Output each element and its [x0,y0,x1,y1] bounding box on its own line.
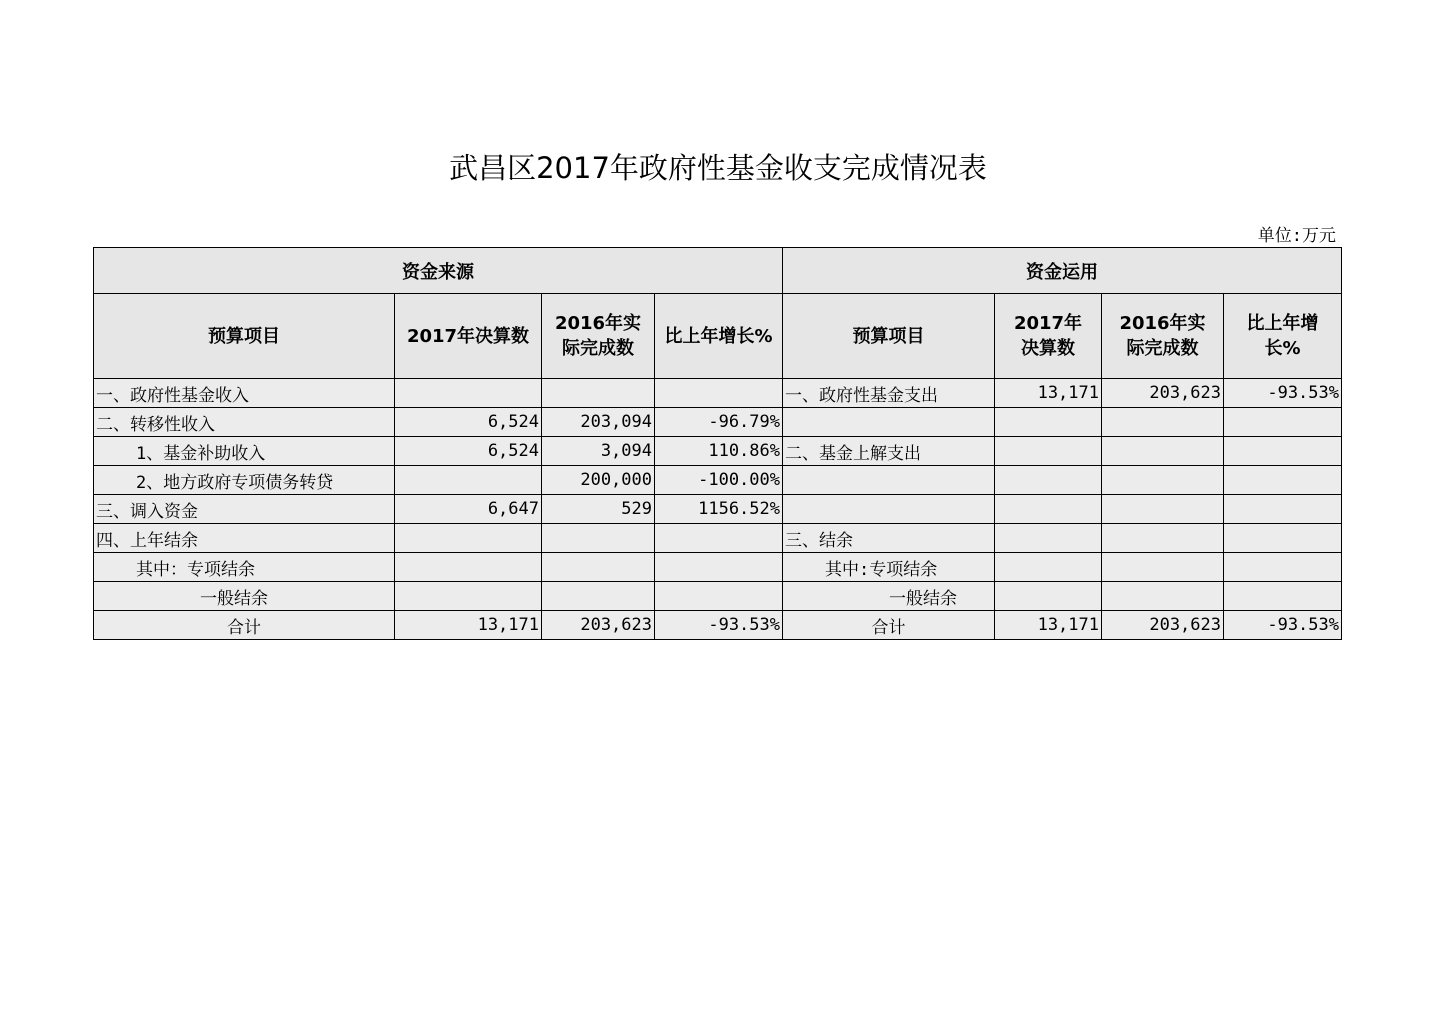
right-growth [1224,582,1342,611]
right-item [783,408,995,437]
left-growth: 1156.52% [655,495,783,524]
left-final-2017 [395,466,542,495]
right-final-2017 [995,495,1102,524]
right-actual-2016: 203,623 [1102,611,1224,640]
header-right-actual-2016: 2016年实际完成数 [1102,294,1224,379]
header-left-growth: 比上年增长% [655,294,783,379]
section-header-row [94,248,1342,294]
table-row [94,524,1342,553]
left-item: 一般结余 [94,582,395,611]
left-actual-2016: 200,000 [542,466,655,495]
right-growth: -93.53% [1224,611,1342,640]
right-item: 一、政府性基金支出 [783,379,995,408]
left-item: 二、转移性收入 [94,408,395,437]
right-item: 三、结余 [783,524,995,553]
left-growth [655,524,783,553]
right-actual-2016 [1102,553,1224,582]
left-actual-2016 [542,582,655,611]
left-final-2017 [395,379,542,408]
right-item [783,495,995,524]
fund-table [93,247,1342,640]
table-row [94,553,1342,582]
right-actual-2016 [1102,524,1224,553]
right-actual-2016: 203,623 [1102,379,1224,408]
total-row [94,611,1342,640]
left-growth [655,379,783,408]
right-item: 其中:专项结余 [783,553,995,582]
table-row [94,379,1342,408]
right-growth: -93.53% [1224,379,1342,408]
header-left-final-2017: 2017年决算数 [395,294,542,379]
table-row [94,437,1342,466]
right-final-2017: 13,171 [995,611,1102,640]
table-row [94,408,1342,437]
header-right-final-2017: 2017年决算数 [995,294,1102,379]
header-right-item: 预算项目 [783,294,995,379]
left-item: 合计 [94,611,395,640]
right-growth [1224,553,1342,582]
left-actual-2016: 203,623 [542,611,655,640]
right-growth [1224,466,1342,495]
right-item: 合计 [783,611,995,640]
header-right-growth: 比上年增长% [1224,294,1342,379]
left-actual-2016 [542,379,655,408]
left-final-2017 [395,524,542,553]
right-item [783,466,995,495]
left-actual-2016 [542,524,655,553]
right-growth [1224,408,1342,437]
left-growth [655,553,783,582]
right-final-2017 [995,553,1102,582]
table-row [94,466,1342,495]
left-actual-2016: 529 [542,495,655,524]
unit-label: 单位:万元 [1257,226,1336,246]
left-growth: -93.53% [655,611,783,640]
right-item: 二、基金上解支出 [783,437,995,466]
left-item: 三、调入资金 [94,495,395,524]
left-growth: -100.00% [655,466,783,495]
right-final-2017: 13,171 [995,379,1102,408]
right-actual-2016 [1102,466,1224,495]
right-actual-2016 [1102,437,1224,466]
left-actual-2016: 3,094 [542,437,655,466]
left-actual-2016: 203,094 [542,408,655,437]
left-item: 四、上年结余 [94,524,395,553]
right-item: 一般结余 [783,582,995,611]
section-source: 资金来源 [94,248,783,294]
section-usage: 资金运用 [783,248,1342,294]
left-final-2017: 6,647 [395,495,542,524]
left-growth: -96.79% [655,408,783,437]
left-final-2017: 6,524 [395,437,542,466]
left-final-2017: 6,524 [395,408,542,437]
header-left-actual-2016: 2016年实际完成数 [542,294,655,379]
left-growth [655,582,783,611]
table-row [94,495,1342,524]
right-final-2017 [995,582,1102,611]
header-left-item: 预算项目 [94,294,395,379]
right-final-2017 [995,524,1102,553]
column-header-row [94,294,1342,379]
table-row [94,582,1342,611]
left-growth: 110.86% [655,437,783,466]
right-growth [1224,495,1342,524]
left-item: 2、地方政府专项债务转贷 [94,466,395,495]
left-item: 其中：专项结余 [94,553,395,582]
left-item: 1、基金补助收入 [94,437,395,466]
right-actual-2016 [1102,582,1224,611]
right-final-2017 [995,408,1102,437]
right-actual-2016 [1102,408,1224,437]
left-actual-2016 [542,553,655,582]
left-final-2017 [395,553,542,582]
right-growth [1224,524,1342,553]
page-title: 武昌区2017年政府性基金收支完成情况表 [449,151,987,185]
left-final-2017: 13,171 [395,611,542,640]
right-actual-2016 [1102,495,1224,524]
left-item: 一、政府性基金收入 [94,379,395,408]
right-final-2017 [995,466,1102,495]
right-final-2017 [995,437,1102,466]
left-final-2017 [395,582,542,611]
right-growth [1224,437,1342,466]
